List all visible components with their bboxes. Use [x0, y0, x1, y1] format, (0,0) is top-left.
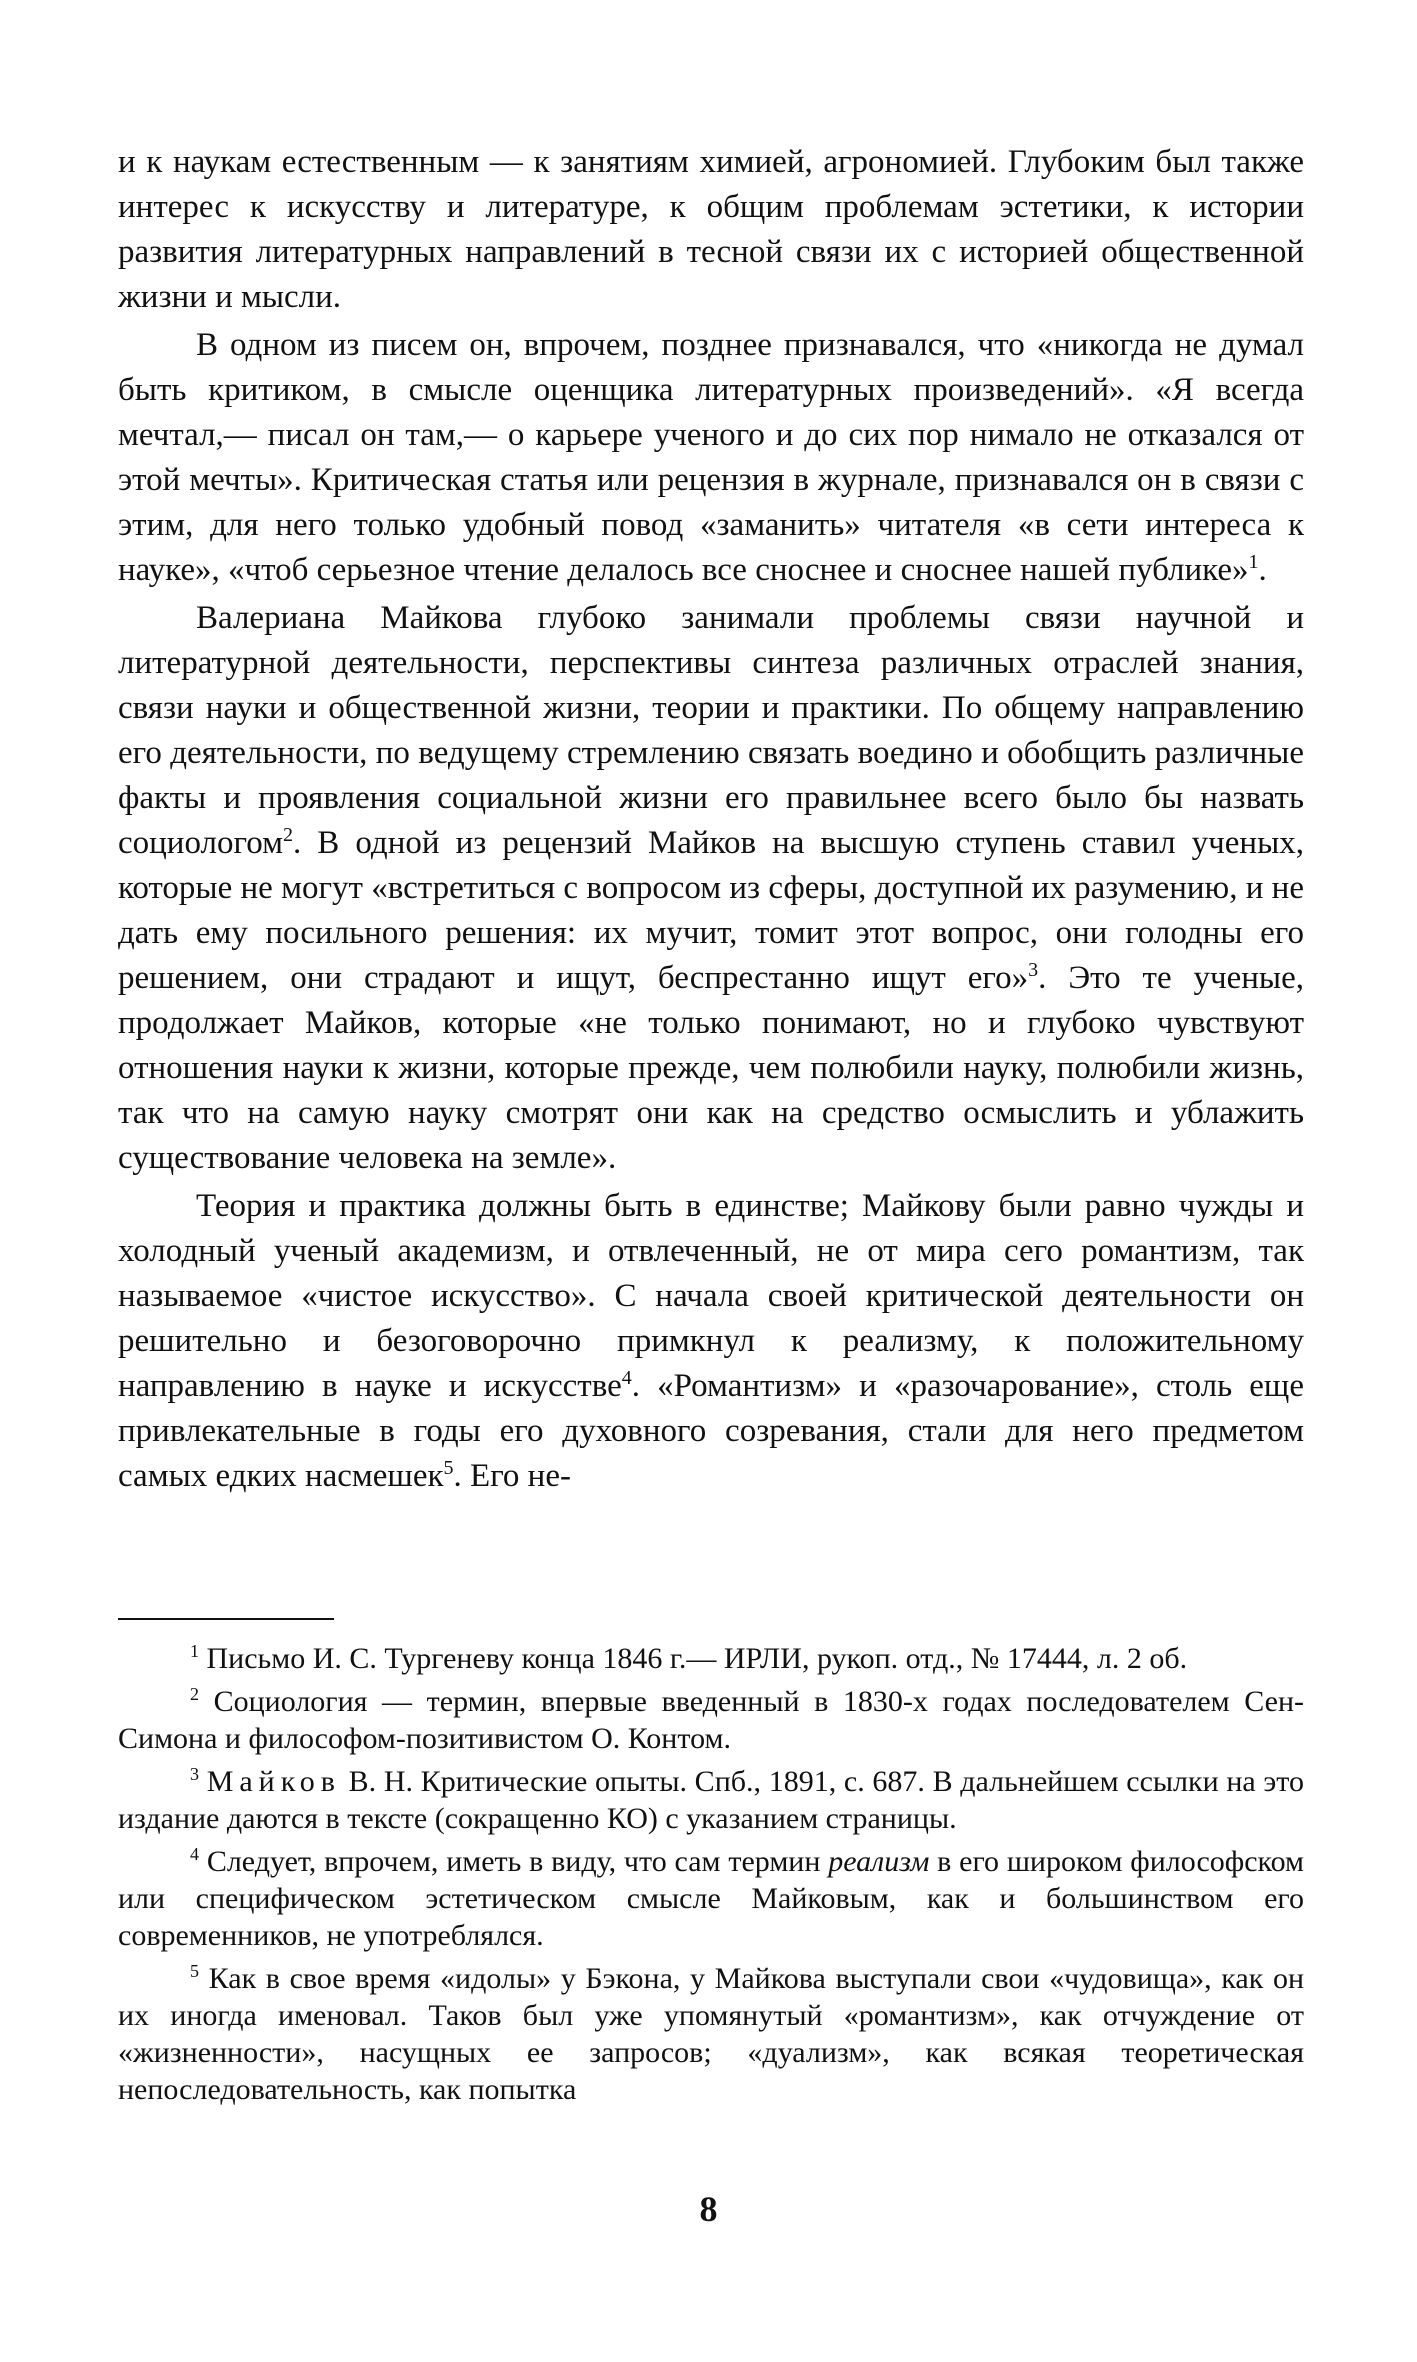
footnote-ref-4: 4 [621, 1367, 632, 1389]
footnote-1-text: Письмо И. С. Тургеневу конца 1846 г.— ИРЛИ, рукоп. отд., № 17444, л. 2 об. [206, 1642, 1188, 1675]
paragraph-2-text: В одном из писем он, впрочем, позднее признавался, что «никогда не думал быть критиком, в смысле оценщика литературных произведений». «Я всегда мечтал,— писал он там,— о карьере ученого и до сих пор нимало не отказался от этой мечты». Критическая статья или рецензия в журнале, признавался он в связи с этим, для него только удобный повод «заманить» читателя «в сети интереса к науке», «чтоб серьезное чтение делалось все сноснее и сноснее нашей публике» [118, 327, 1304, 588]
footnote-ref-2: 2 [282, 824, 293, 846]
footnote-ref-3: 3 [1028, 959, 1039, 981]
footnote-5 [118, 1960, 1304, 2108]
paragraph-1-text: и к наукам естественным — к занятиям химией, агрономией. Глубоким был также интерес к искусству и литературе, к общим проблемам эстетики, к истории развития литературных направлений в тесной связи их с историей общественной жизни и мысли. [118, 144, 1304, 315]
paragraph-2-end: . [1258, 552, 1267, 588]
footnote-4-text-a: Следует, впрочем, иметь в виду, что сам термин [206, 1845, 829, 1878]
paragraph-4 [118, 1184, 1304, 1499]
footnote-1 [118, 1640, 1304, 1677]
paragraph-1 [118, 140, 1304, 320]
footnote-ref-5: 5 [443, 1457, 454, 1479]
footnote-4-mark: 4 [190, 1844, 199, 1864]
footnote-3 [118, 1763, 1304, 1837]
footnote-3-author: Майков [206, 1765, 341, 1798]
paragraph-2 [118, 323, 1304, 593]
paragraph-3-text-b: . В одной из рецензий Майков на высшую ступень ставил ученых, которые не могут «встретиться с вопросом из сферы, доступной их разумению, и не дать ему посильного решения: их мучит, томит этот вопрос, они голодны его решением, они страдают и ищут, беспрестанно ищут его» [118, 825, 1304, 996]
footnote-3-text: В. Н. Критические опыты. Спб., 1891, с. 687. В дальнейшем ссылки на это издание даются в тексте (сокращенно КО) с указанием страницы. [118, 1765, 1304, 1835]
footnote-5-mark: 5 [190, 1961, 199, 1981]
paragraph-3 [118, 596, 1304, 1181]
footnote-2-mark: 2 [190, 1684, 199, 1704]
footnote-1-mark: 1 [190, 1641, 199, 1661]
footnote-3-mark: 3 [190, 1764, 199, 1784]
footnote-5-text: Как в свое время «идолы» у Бэкона, у Майкова выступали свои «чудовища», как он их иногда именовал. Таков был уже упомянутый «романтизм», как отчуждение от «жизненности», насущных ее запросов; «дуализм», как всякая теоретическая непоследовательность, как попытка [118, 1962, 1305, 2106]
footnote-ref-1: 1 [1248, 551, 1259, 573]
footnote-4 [118, 1843, 1304, 1954]
paragraph-4-text-a: Теория и практика должны быть в единстве; Майкову были равно чужды и холодный ученый академизм, и отвлеченный, не от мира сего романтизм, так называемое «чистое искусство». С начала своей критической деятельности он решительно и безоговорочно примкнул к реализму, к положительному направлению в науке и искусстве [118, 1188, 1304, 1404]
paragraph-4-text-c: . Его не- [453, 1458, 571, 1494]
paragraph-4-text-b: . «Романтизм» и «разочарование», столь еще привлекательные в годы его духовного созревания, стали для него предметом самых едких насмешек [118, 1368, 1304, 1494]
footnote-divider [118, 1618, 334, 1620]
paragraph-3-text-a: Валериана Майкова глубоко занимали проблемы связи научной и литературной деятельности, перспективы синтеза различных отраслей знания, связи науки и общественной жизни, теории и практики. По общему направлению его деятельности, по ведущему стремлению связать воедино и обобщить различные факты и проявления социальной жизни его правильнее всего было бы назвать социологом [118, 600, 1304, 861]
footnote-2-text: Социология — термин, впервые введенный в 1830-х годах последователем Сен-Симона и философом-позитивистом О. Контом. [118, 1685, 1304, 1755]
main-text [118, 140, 1304, 1502]
footnotes [118, 1640, 1304, 2114]
footnote-4-text-b: в его широком философском или специфическом эстетическом смысле Майковым, как и большинством его современников, не употреблялся. [118, 1845, 1304, 1952]
footnote-4-term: реализм [828, 1845, 930, 1878]
page-number: 8 [699, 2189, 718, 2229]
paragraph-3-text-c: . Это те ученые, продолжает Майков, которые «не только понимают, но и глубоко чувствуют отношения науки к жизни, которые прежде, чем полюбили науку, полюбили жизнь, так что на самую науку смотрят они как на средство осмыслить и ублажить существование человека на земле». [118, 960, 1304, 1176]
footnote-2 [118, 1683, 1304, 1757]
